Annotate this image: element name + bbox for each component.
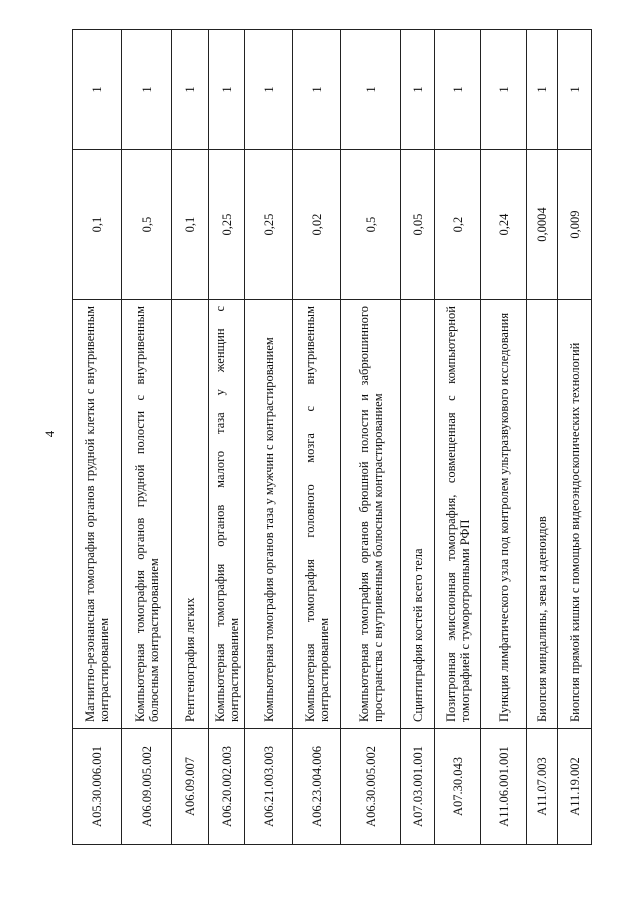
service-code: A11.19.002 [558, 729, 592, 845]
multiplicity-value: 1 [527, 30, 558, 150]
table-row [245, 30, 293, 845]
frequency-value: 0,5 [122, 150, 172, 300]
multiplicity-value: 1 [435, 30, 481, 150]
service-code: A07.03.001.001 [401, 729, 435, 845]
service-name: Рентгенография легких [172, 300, 209, 729]
frequency-value: 0,1 [172, 150, 209, 300]
service-name: Сцинтиграфия костей всего тела [401, 300, 435, 729]
frequency-value: 0,25 [245, 150, 293, 300]
service-name: Компьютерная томография органов грудной полости с внутривенным болюсным контрастированием [122, 300, 172, 729]
table-row [172, 30, 209, 845]
multiplicity-value: 1 [122, 30, 172, 150]
service-code: A05.30.006.001 [73, 729, 122, 845]
frequency-value: 0,0004 [527, 150, 558, 300]
service-code: A11.06.001.001 [481, 729, 527, 845]
service-code: A11.07.003 [527, 729, 558, 845]
frequency-value: 0,009 [558, 150, 592, 300]
multiplicity-value: 1 [209, 30, 245, 150]
multiplicity-value: 1 [481, 30, 527, 150]
multiplicity-value: 1 [293, 30, 341, 150]
frequency-value: 0,2 [435, 150, 481, 300]
multiplicity-value: 1 [73, 30, 122, 150]
service-name: Компьютерная томография органов брюшной полости и забрюшинного пространства с внутривенным болюсным контрастированием [341, 300, 401, 729]
multiplicity-value: 1 [245, 30, 293, 150]
frequency-value: 0,02 [293, 150, 341, 300]
table-row [435, 30, 481, 845]
services-table [72, 29, 592, 845]
service-code: A06.09.005.002 [122, 729, 172, 845]
multiplicity-value: 1 [341, 30, 401, 150]
rotated-table-wrapper [72, 30, 582, 845]
service-name: Биопсия миндалины, зева и аденоидов [527, 300, 558, 729]
table-row [481, 30, 527, 845]
table-row [293, 30, 341, 845]
service-name: Компьютерная томография органов таза у мужчин с контрастированием [245, 300, 293, 729]
service-code: A06.21.003.003 [245, 729, 293, 845]
service-code: A06.09.007 [172, 729, 209, 845]
table-row [527, 30, 558, 845]
service-name: Магнитно-резонансная томография органов грудной клетки с внутривенным контрастированием [73, 300, 122, 729]
service-name: Позитронная эмиссионная томография, совмещенная с компьютерной томографией с туморотропными РФП [435, 300, 481, 729]
table-row [558, 30, 592, 845]
multiplicity-value: 1 [558, 30, 592, 150]
service-code: A06.20.002.003 [209, 729, 245, 845]
service-name: Компьютерная томография органов малого таза у женщин с контрастированием [209, 300, 245, 729]
frequency-value: 0,5 [341, 150, 401, 300]
table-row [73, 30, 122, 845]
service-name: Компьютерная томография головного мозга с внутривенным контрастированием [293, 300, 341, 729]
service-name: Биопсия прямой кишки с помощью видеоэндоскопических технологий [558, 300, 592, 729]
service-code: A07.30.043 [435, 729, 481, 845]
table-row [209, 30, 245, 845]
service-code: A06.23.004.006 [293, 729, 341, 845]
service-code: A06.30.005.002 [341, 729, 401, 845]
frequency-value: 0,05 [401, 150, 435, 300]
table-row [401, 30, 435, 845]
page-number: 4 [42, 430, 57, 438]
frequency-value: 0,24 [481, 150, 527, 300]
frequency-value: 0,1 [73, 150, 122, 300]
table-row [122, 30, 172, 845]
frequency-value: 0,25 [209, 150, 245, 300]
service-name: Пункция лимфатического узла под контролем ультразвукового исследования [481, 300, 527, 729]
multiplicity-value: 1 [401, 30, 435, 150]
multiplicity-value: 1 [172, 30, 209, 150]
table-row [341, 30, 401, 845]
